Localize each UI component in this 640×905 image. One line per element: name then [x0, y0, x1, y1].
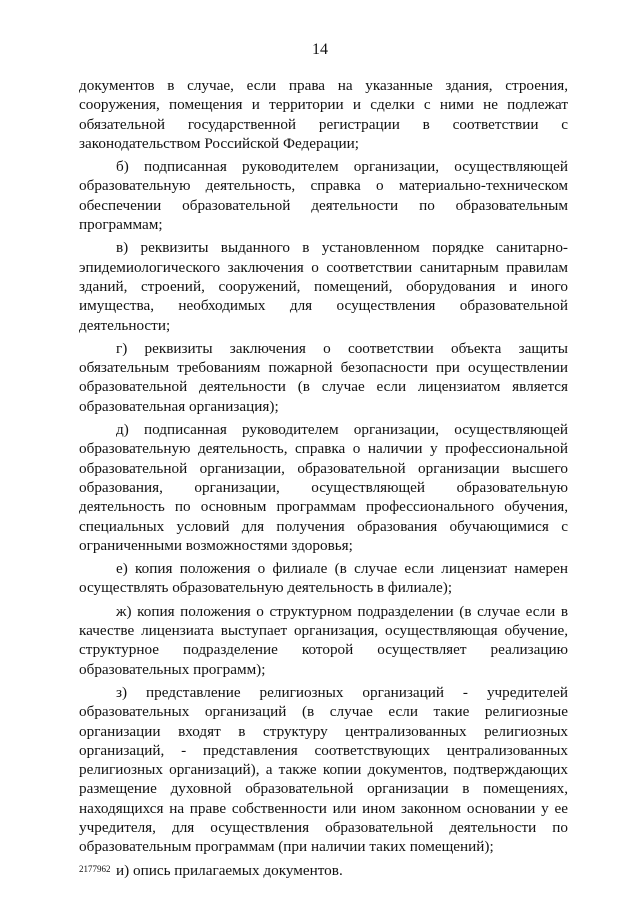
document-body	[79, 76, 568, 884]
paragraph-item-e: е) копия положения о филиале (в случае если лицензиат намерен осуществлять образовательную деятельность в филиале);	[79, 560, 568, 597]
page-number: 14	[312, 41, 328, 58]
paragraph-item-z: з) представление религиозных организаций - учредителей образовательных организаций (в случае если такие религиозные организации входят в структуру централизованных религиозных организаций, - представления соответствующих централизованных религиозных организаций), а также копии документов, подтверждающих размещение духовной образовательной организации в помещениях, находящихся на праве собственности или ином законном основании у ее учредителя, для осуществления образовательной деятельности по образовательным программам (при наличии таких помещений);	[79, 683, 568, 856]
paragraph-item-b: б) подписанная руководителем организации, осуществляющей образовательную деятельность, справка о материально-техническом обеспечении образовательной деятельности по образовательным программам;	[79, 158, 568, 234]
paragraph-item-i: и) опись прилагаемых документов.	[116, 861, 343, 879]
paragraph-item-g: г) реквизиты заключения о соответствии объекта защиты обязательным требованиям пожарной безопасности при осуществлении образовательной деятельности (в случае если лицензиатом является образовательная организация);	[79, 339, 568, 415]
paragraph-continuation: документов в случае, если права на указанные здания, строения, сооружения, помещения и территории и сделки с ними не подлежат обязательной государственной регистрации в соответствии с законодательством Российской Федерации;	[79, 77, 568, 152]
document-code: 2177962	[79, 864, 111, 874]
paragraph-item-v: в) реквизиты выданного в установленном порядке санитарно-эпидемиологического заключения о соответствии санитарным правилам зданий, строений, сооружений, помещений, оборудования и иного имущества, необходимых для осуществления образовательной деятельности;	[79, 239, 568, 334]
paragraph-item-d: д) подписанная руководителем организации, осуществляющей образовательную деятельность, справка о наличии у профессиональной образовательной организации, образовательной организации высшего образования, организации, осуществляющей образовательную деятельность по основным программам профессионального обучения, специальных условий для получения образования обучающимися с ограниченными возможностями здоровья;	[79, 421, 568, 554]
paragraph-item-zh: ж) копия положения о структурном подразделении (в случае если в качестве лицензиата выступает организация, осуществляющая обучение, структурное подразделение которой осуществляет реализацию образовательных программ);	[79, 602, 568, 678]
